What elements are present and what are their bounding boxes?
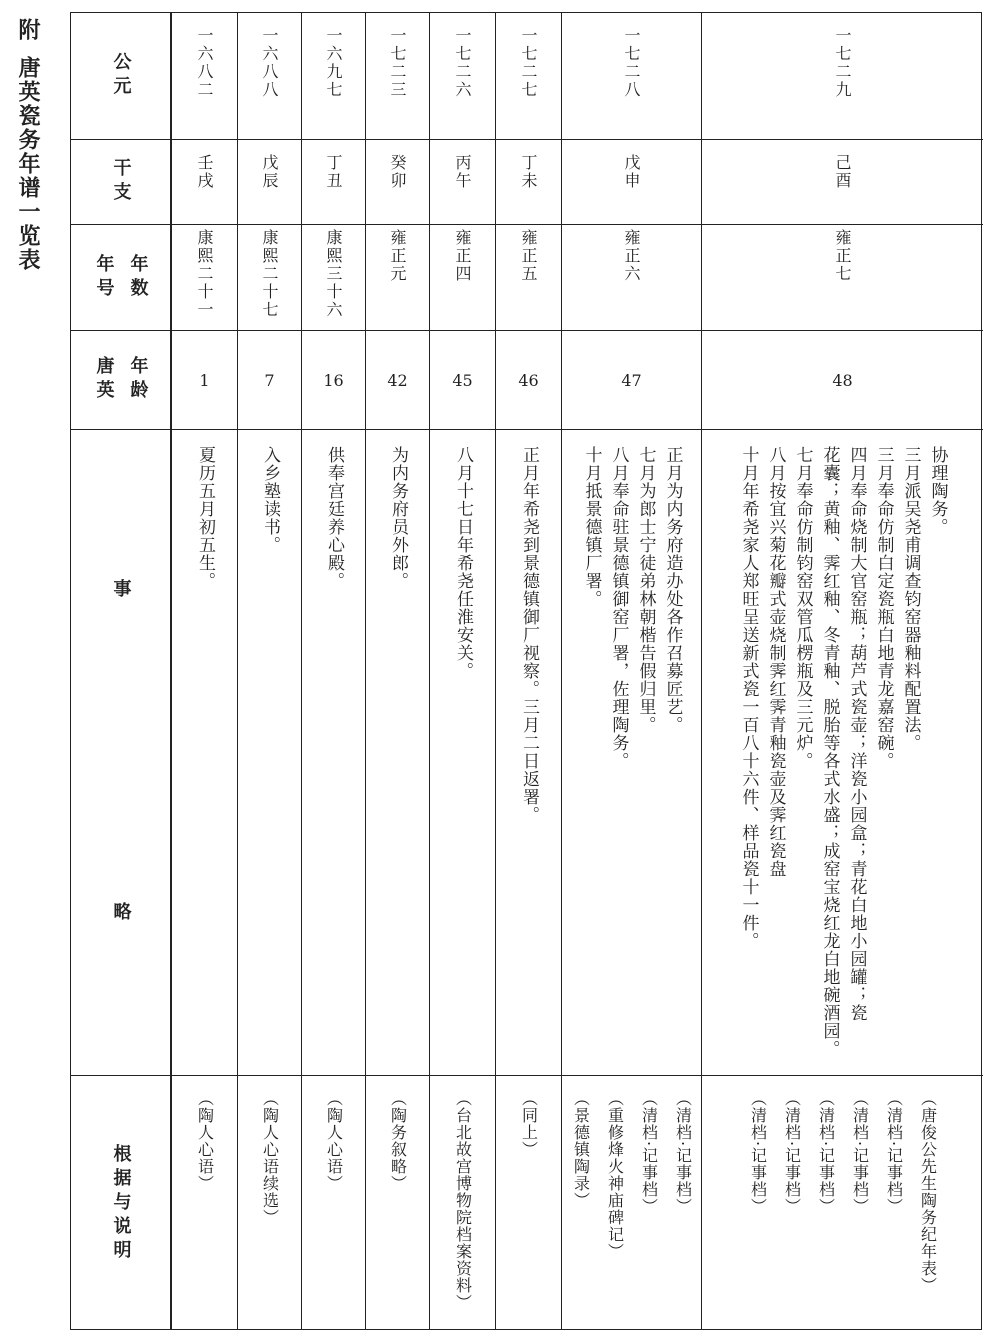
sources-cell [172,1076,237,1331]
year-cell [702,13,983,140]
sources-list [317,1076,351,1192]
age-cell [238,331,301,430]
age-cell [302,331,365,430]
chronology-table [70,12,982,1330]
reign-text: 康熙二十一 [195,229,214,319]
reign-text: 雍正四 [453,229,472,283]
age-text: 16 [323,370,344,390]
year-text: 一七二三 [388,27,407,99]
sources-list [188,1076,222,1192]
year-cell [430,13,495,140]
source-line: （陶务叙略） [388,1090,408,1192]
reign-text: 雍正五 [519,229,538,283]
reign-cell [366,225,429,331]
source-line: （清档·记事档） [884,1090,904,1216]
sources-cell [702,1076,983,1331]
year-text: 一六九七 [324,27,343,99]
events-list [320,430,347,590]
age-text: 46 [518,370,539,390]
year-column [171,13,237,1329]
year-column [429,13,495,1329]
age-text: 45 [452,370,473,390]
year-cell [172,13,237,140]
age-cell [366,331,429,430]
header-age: 唐英 年龄 [71,331,170,430]
year-text: 一六八八 [260,27,279,99]
source-line: （清档·记事档） [748,1090,768,1216]
source-line: （清档·记事档） [782,1090,802,1216]
event-line: 供奉宫廷养心殿。 [324,446,344,590]
source-line: （台北故宫博物院档案资料） [453,1090,473,1311]
event-line: 正月为内务府造办处各作召募匠艺。 [662,446,683,734]
events-cell [562,430,701,1076]
sources-cell [430,1076,495,1331]
year-column [495,13,561,1329]
age-cell [496,331,561,430]
event-line: 四月奉命烧制大官窑瓶；葫芦式瓷壶；洋瓷小园盒；青花白地小园罐；瓷 [846,446,867,1022]
events-list [515,430,542,824]
age-text: 1 [199,370,210,390]
side-title-prefix: 附 [15,18,40,42]
event-line: 夏历五月初五生。 [195,446,215,590]
year-column [365,13,429,1329]
events-cell [366,430,429,1076]
events-cell [430,430,495,1076]
event-line: 七月奉命仿制钧窑双管瓜楞瓶及三元炉。 [792,446,813,770]
header-sources: 根据与说明 [110,1143,132,1264]
events-list [191,430,218,590]
sources-list [446,1076,480,1311]
source-line: （景德镇陶录） [571,1090,591,1209]
event-line: 十月抵景德镇厂署。 [581,446,602,608]
sources-list [381,1076,415,1192]
reign-cell [430,225,495,331]
events-list [735,430,951,1058]
reign-text: 雍正七 [833,229,852,283]
year-text: 一六八二 [195,27,214,99]
year-cell [366,13,429,140]
source-line: （陶人心语） [324,1090,344,1192]
event-line: 八月按宜兴菊花瓣式壶烧制霁红霁青釉瓷壶及霁红瓷盘 [765,446,786,878]
sources-cell [562,1076,701,1331]
event-line: 三月派吴尧甫调查钧窑器釉料配置法。 [900,446,921,752]
event-line: 十月年希尧家人郑旺呈送新式瓷一百八十六件、样品瓷十一件。 [738,446,759,950]
source-line: （清档·记事档） [673,1090,693,1216]
source-line: （同上） [519,1090,539,1158]
age-cell [702,331,983,430]
year-cell [562,13,701,140]
year-column [701,13,983,1329]
age-text: 42 [387,370,408,390]
reign-cell [702,225,983,331]
ganzhi-cell [302,140,365,225]
sources-list [512,1076,546,1158]
sources-list [564,1076,700,1260]
events-cell [302,430,365,1076]
event-line: 入乡塾读书。 [260,446,280,554]
age-text: 47 [621,370,642,390]
event-line: 协理陶务。 [927,446,948,536]
year-cell [302,13,365,140]
event-line: 正月年希尧到景德镇御厂视察。三月二日返署。 [519,446,539,824]
source-line: （重修烽火神庙碑记） [605,1090,625,1260]
event-line: 八月奉命驻景德镇御窑厂署，佐理陶务。 [608,446,629,770]
events-cell [238,430,301,1076]
reign-text: 康熙三十六 [324,229,343,319]
header-ganzhi: 干支 [71,140,170,225]
age-cell [430,331,495,430]
ganzhi-cell [172,140,237,225]
source-line: （陶人心语） [195,1090,215,1192]
year-text: 一七二七 [519,27,538,99]
reign-cell [562,225,701,331]
age-text: 7 [264,370,275,390]
year-cell [238,13,301,140]
sources-cell [496,1076,561,1331]
events-cell [496,430,561,1076]
year-column [237,13,301,1329]
header-nianhao: 年号 年数 [71,225,170,331]
ganzhi-text: 壬戌 [195,154,214,190]
sources-list [253,1076,287,1226]
events-list [384,430,411,590]
ganzhi-cell [702,140,983,225]
year-cell [496,13,561,140]
year-column [301,13,365,1329]
event-line: 花囊；黄釉、霁红釉、冬青釉、脱胎等各式水盛；成窑宝烧红龙白地碗酒园。 [819,446,840,1058]
source-line: （清档·记事档） [816,1090,836,1216]
event-line: 七月为郎士宁徒弟林朝楷告假归里。 [635,446,656,734]
source-line: （清档·记事档） [850,1090,870,1216]
event-line: 八月十七日年希尧任淮安关。 [453,446,473,680]
events-list [449,430,476,680]
sources-cell [302,1076,365,1331]
event-line: 为内务府员外郎。 [388,446,408,590]
ganzhi-text: 戊申 [622,154,641,190]
reign-text: 雍正元 [388,229,407,283]
header-column [71,13,171,1329]
event-line: 三月奉命仿制白定瓷瓶白地青龙嘉窑碗。 [873,446,894,770]
sources-cell [238,1076,301,1331]
age-cell [172,331,237,430]
reign-text: 康熙二十七 [260,229,279,319]
year-text: 一七二八 [622,27,641,99]
header-shilue: 事 略 [71,430,170,1076]
ganzhi-text: 癸卯 [388,154,407,190]
sources-list [741,1076,945,1294]
events-list [578,430,686,770]
events-cell [702,430,983,1076]
ganzhi-cell [366,140,429,225]
ganzhi-text: 丁丑 [324,154,343,190]
source-line: （清档·记事档） [639,1090,659,1216]
side-title-text: 唐英瓷务年谱一览表 [15,56,40,272]
reign-text: 雍正六 [622,229,641,283]
events-list [256,430,283,554]
reign-cell [496,225,561,331]
year-text: 一七二九 [833,27,852,99]
document-side-title [12,18,42,272]
source-line: （唐俊公先生陶务纪年表） [918,1090,938,1294]
ganzhi-cell [238,140,301,225]
age-text: 48 [832,370,853,390]
ganzhi-text: 丁未 [519,154,538,190]
age-cell [562,331,701,430]
ganzhi-cell [430,140,495,225]
reign-cell [302,225,365,331]
year-text: 一七二六 [453,27,472,99]
ganzhi-cell [496,140,561,225]
header-gongyuan: 公元 [71,13,170,140]
ganzhi-text: 丙午 [453,154,472,190]
year-column [561,13,701,1329]
sources-cell [366,1076,429,1331]
reign-cell [172,225,237,331]
ganzhi-text: 戊辰 [260,154,279,190]
reign-cell [238,225,301,331]
ganzhi-text: 己酉 [833,154,852,190]
events-cell [172,430,237,1076]
source-line: （陶人心语续选） [260,1090,280,1226]
ganzhi-cell [562,140,701,225]
